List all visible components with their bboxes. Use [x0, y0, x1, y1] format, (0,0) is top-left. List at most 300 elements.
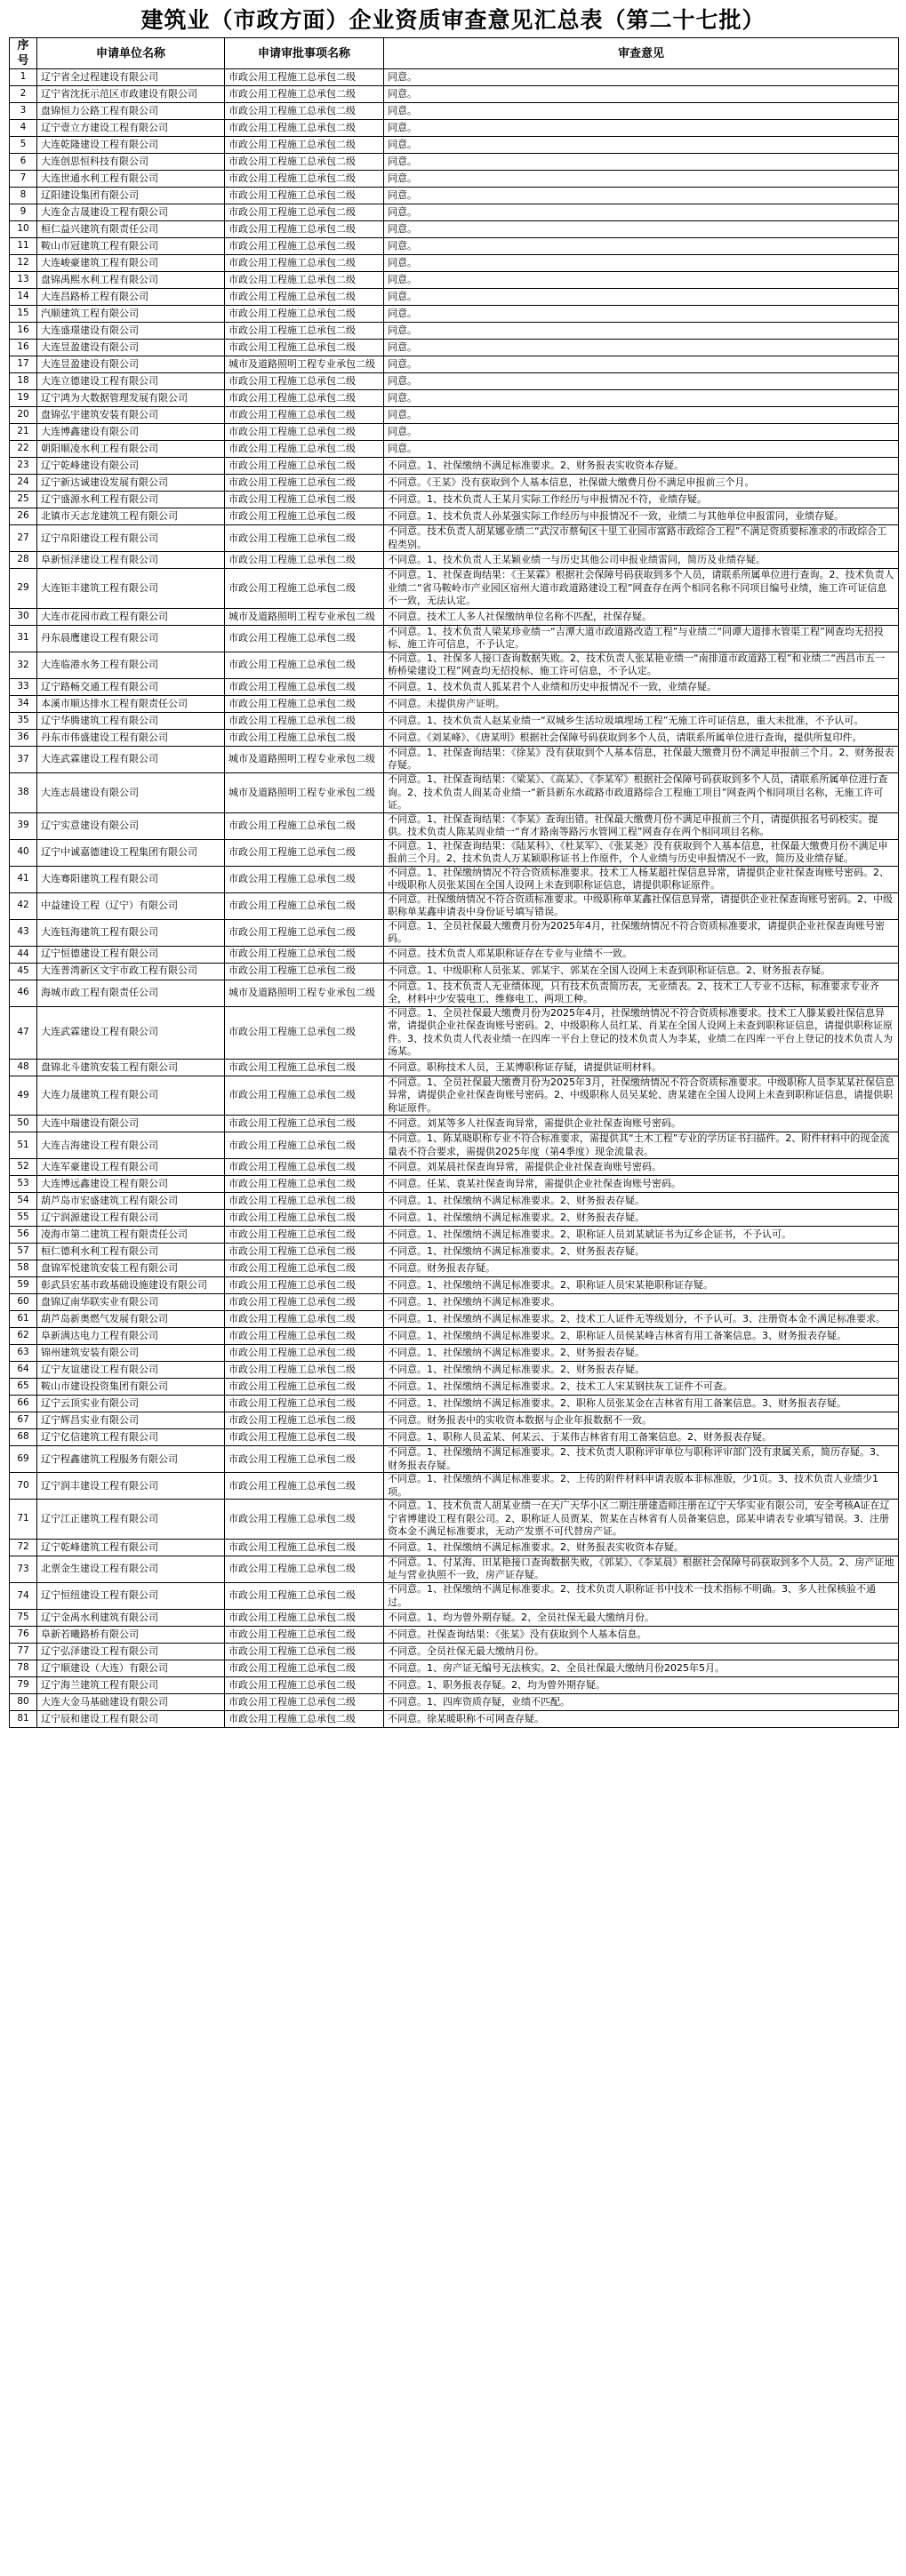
- row-company: 大连盛璟建设有限公司: [37, 323, 225, 340]
- table-row: [10, 608, 899, 625]
- row-company: 辽宁辉昌实业有限公司: [37, 1412, 225, 1429]
- row-opinion: 同意。: [384, 390, 899, 407]
- row-no: 29: [10, 569, 37, 609]
- header-item: 申请审批事项名称: [225, 38, 384, 69]
- row-company: 大连市花园市政工程有限公司: [37, 608, 225, 625]
- row-no: 34: [10, 695, 37, 712]
- row-no: 75: [10, 1610, 37, 1627]
- row-no: 22: [10, 441, 37, 458]
- row-company: 辽宁乾峰建筑工程有限公司: [37, 1539, 225, 1556]
- table-row: [10, 1556, 899, 1582]
- row-opinion: 同意。: [384, 204, 899, 221]
- row-opinion: 不同意。1、社保缴纳不满足标准要求。2、技术工人宋某钢扶灰工证件不可查。: [384, 1379, 899, 1396]
- row-item: 城市及道路照明工程专业承包二级: [225, 772, 384, 812]
- row-company: 大连创思恒科技有限公司: [37, 154, 225, 171]
- row-opinion: 同意。: [384, 323, 899, 340]
- row-company: 辽宁实意建设有限公司: [37, 812, 225, 839]
- row-item: 市政公用工程施工总承包二级: [225, 1116, 384, 1132]
- row-opinion: 不同意。职称技术人员，王某博职称证存疑，请提供证明材料。: [384, 1059, 899, 1076]
- table-row: [10, 1379, 899, 1396]
- row-item: 市政公用工程施工总承包二级: [225, 323, 384, 340]
- row-no: 40: [10, 839, 37, 866]
- row-no: 24: [10, 475, 37, 492]
- row-item: 市政公用工程施工总承包二级: [225, 1644, 384, 1660]
- row-company: 辽宁盛源水利工程有限公司: [37, 492, 225, 508]
- row-item: 市政公用工程施工总承包二级: [225, 204, 384, 221]
- row-no: 80: [10, 1694, 37, 1711]
- row-company: 大连立德建设工程有限公司: [37, 373, 225, 390]
- table-row: [10, 839, 899, 866]
- table-row: [10, 120, 899, 137]
- row-item: 市政公用工程施工总承包二级: [225, 103, 384, 120]
- row-company: 汽顺建筑工程有限公司: [37, 306, 225, 323]
- row-no: 38: [10, 772, 37, 812]
- table-row: [10, 221, 899, 238]
- row-no: 54: [10, 1193, 37, 1210]
- table-header-row: [10, 38, 899, 69]
- row-item: 市政公用工程施工总承包二级: [225, 1362, 384, 1379]
- row-opinion: 不同意。《王某》没有获取到个人基本信息，社保做大缴费月份不满足申报前三个月。: [384, 475, 899, 492]
- table-row: [10, 525, 899, 552]
- row-item: 市政公用工程施工总承包二级: [225, 475, 384, 492]
- row-opinion: 同意。: [384, 272, 899, 289]
- row-company: 大连吉海建设工程有限公司: [37, 1132, 225, 1159]
- table-row: [10, 171, 899, 188]
- row-no: 27: [10, 525, 37, 552]
- row-company: 盘锦北斗建筑安装工程有限公司: [37, 1059, 225, 1076]
- row-opinion: 同意。: [384, 373, 899, 390]
- row-opinion: 不同意。1、职务报表存疑。2、均为曾外期存疑。: [384, 1677, 899, 1694]
- row-item: 市政公用工程施工总承包二级: [225, 1227, 384, 1244]
- row-company: 辽宁云顶实业有限公司: [37, 1396, 225, 1412]
- row-opinion: 不同意。1、社保缴纳不满足标准要求。2、上传的附件材料申请表版本非标准版，少1页。3、技术负责人业绩少1项。: [384, 1473, 899, 1500]
- row-item: 市政公用工程施工总承包二级: [225, 695, 384, 712]
- row-opinion: 不同意。1、社保查询结果：《梁某》、《高某》、《李某军》根据社会保障号码获取到多个人员，请联系所属单位进行查询。2、技术负责人阎某奇业绩一“新县新东水疏路市政道路综合工程施工项目”网查两个相同项目名称，无施工许可证。: [384, 772, 899, 812]
- row-opinion: 不同意。1、社保缴纳不满足标准要求。2、财务报表实收资本存疑。: [384, 1539, 899, 1556]
- table-row: [10, 1159, 899, 1176]
- table-row: [10, 712, 899, 729]
- row-no: 32: [10, 652, 37, 678]
- row-no: 8: [10, 188, 37, 204]
- row-item: 市政公用工程施工总承包二级: [225, 1345, 384, 1362]
- row-company: 辽宁恒纽建设工程有限公司: [37, 1583, 225, 1610]
- row-opinion: 不同意。1、均为曾外期存疑。2、全员社保无最大缴纳月份。: [384, 1610, 899, 1627]
- row-no: 4: [10, 120, 37, 137]
- row-company: 葫芦岛市宏盛建筑工程有限公司: [37, 1193, 225, 1210]
- row-company: 辽宁金禹水利建筑有限公司: [37, 1610, 225, 1627]
- table-row: [10, 1362, 899, 1379]
- row-opinion: 不同意。1、社保缴纳不满足标准要求。2、职称证人员刘某斌证书为辽乡企证书，不予认可。: [384, 1227, 899, 1244]
- row-company: 盘锦恒力公路工程有限公司: [37, 103, 225, 120]
- row-item: 市政公用工程施工总承包二级: [225, 390, 384, 407]
- row-item: 市政公用工程施工总承包二级: [225, 508, 384, 525]
- row-company: 盘锦辽南华联实业有限公司: [37, 1294, 225, 1311]
- table-row: [10, 475, 899, 492]
- row-no: 31: [10, 625, 37, 652]
- row-opinion: 同意。: [384, 137, 899, 154]
- row-item: 市政公用工程施工总承包二级: [225, 552, 384, 569]
- row-company: 辽宁乾峰建设有限公司: [37, 458, 225, 475]
- table-row: [10, 103, 899, 120]
- row-item: 市政公用工程施工总承包二级: [225, 424, 384, 441]
- row-opinion: 不同意。1、社保缴纳不满足标准要求。2、职称证人员侯某峰吉林省有用工备案信息。3、财务报表存疑。: [384, 1328, 899, 1345]
- row-opinion: 不同意。1、技术负责人胡某业绩一在天广天华小区二期注册建造师注册在辽宁天华实业有限公司，安全考核A证在辽宁省博建设工程有限公司。2、职称证人员贾某、贺某在吉林省有人员备案信息，邱某申请表专业填写错误。3、注册资本金不满足标准要求，无动产发票不可代替房产证。: [384, 1500, 899, 1540]
- row-company: 阜新若曦路桥有限公司: [37, 1627, 225, 1644]
- row-opinion: 不同意。1、社保缴纳不满足标准要求。2、财务报表实收资本存疑。: [384, 458, 899, 475]
- table-row: [10, 424, 899, 441]
- table-row: [10, 1627, 899, 1644]
- row-company: 辽宁海兰建筑工程有限公司: [37, 1677, 225, 1694]
- table-row: [10, 1694, 899, 1711]
- row-no: 58: [10, 1260, 37, 1277]
- row-no: 6: [10, 154, 37, 171]
- row-company: 辽宁友谊建设工程有限公司: [37, 1362, 225, 1379]
- row-no: 65: [10, 1379, 37, 1396]
- row-opinion: 不同意。1、社保查询结果：《李某》查询出错。社保最大缴费月份不满足申报前三个月，请提供报名号码校实。提供。技术负责人陈某周业绩一“育才路南等路污水管网工程”网查存在两个相同项目名称。: [384, 812, 899, 839]
- row-company: 辽宁壹立方建设工程有限公司: [37, 120, 225, 137]
- table-row: [10, 1500, 899, 1540]
- row-company: 丹东市伟盛建设工程有限公司: [37, 729, 225, 746]
- row-no: 45: [10, 963, 37, 980]
- row-company: 大连钜丰建筑工程有限公司: [37, 569, 225, 609]
- row-opinion: 同意。: [384, 306, 899, 323]
- table-row: [10, 1311, 899, 1328]
- row-opinion: 同意。: [384, 188, 899, 204]
- table-row: [10, 255, 899, 272]
- row-company: 辽宁顺建设（大连）有限公司: [37, 1660, 225, 1677]
- row-opinion: 同意。: [384, 69, 899, 86]
- row-company: 辽宁恒德建设工程有限公司: [37, 946, 225, 963]
- row-no: 17: [10, 356, 37, 373]
- row-company: 本溪市顺达排水工程有限责任公司: [37, 695, 225, 712]
- row-company: 阜新满达电力工程有限公司: [37, 1328, 225, 1345]
- row-no: 28: [10, 552, 37, 569]
- row-opinion: 不同意。社保查询结果：《张某》没有获取到个人基本信息。: [384, 1627, 899, 1644]
- table-row: [10, 919, 899, 946]
- row-opinion: 不同意。1、技术负责人孙某强实际工作经历与申报情况不一致，业绩二与其他单位申报雷同，业绩存疑。: [384, 508, 899, 525]
- table-row: [10, 1176, 899, 1193]
- row-company: 大连昌路桥工程有限公司: [37, 289, 225, 306]
- table-row: [10, 1539, 899, 1556]
- row-opinion: 不同意。财务报表存疑。: [384, 1260, 899, 1277]
- row-item: 市政公用工程施工总承包二级: [225, 1277, 384, 1294]
- row-opinion: 不同意。1、社保缴纳不满足标准要求。2、财务报表存疑。: [384, 1345, 899, 1362]
- row-no: 16: [10, 323, 37, 340]
- table-row: [10, 1677, 899, 1694]
- row-company: 大连武霖建设工程有限公司: [37, 746, 225, 772]
- row-item: 市政公用工程施工总承包二级: [225, 407, 384, 424]
- row-no: 71: [10, 1500, 37, 1540]
- row-company: 辽宁辰和建设工程有限公司: [37, 1711, 225, 1728]
- row-opinion: 同意。: [384, 221, 899, 238]
- row-opinion: 不同意。1、社保缴纳不满足标准要求。2、财务报表存疑。: [384, 1210, 899, 1227]
- row-no: 23: [10, 458, 37, 475]
- row-item: 市政公用工程施工总承包二级: [225, 492, 384, 508]
- row-item: 市政公用工程施工总承包二级: [225, 1006, 384, 1059]
- row-opinion: 不同意。1、社保查询结果：《徐某》没有获取到个人基本信息，社保最大缴费月份不满足申报前三个月。2、财务报表存疑。: [384, 746, 899, 772]
- row-no: 37: [10, 746, 37, 772]
- row-opinion: 不同意。1、职称人员孟某、何某云、于某伟吉林省有用工备案信息。2、财务报表存疑。: [384, 1429, 899, 1446]
- row-company: 辽宁中诚嘉德建设工程集团有限公司: [37, 839, 225, 866]
- row-company: 大连世通水利工程有限公司: [37, 171, 225, 188]
- row-opinion: 不同意。1、全员社保最大缴费月份为2025年3月，社保缴纳情况不符合资质标准要求。中级职称人员李某某社保信息异常，请提供企业社保查询账号密码。2、中级职称人员吴某轮、唐某建在全国人设网上未查到职称证信息，请提供职称证原件。: [384, 1076, 899, 1116]
- row-no: 10: [10, 221, 37, 238]
- row-item: 市政公用工程施工总承包二级: [225, 171, 384, 188]
- review-table: [9, 37, 899, 1728]
- row-no: 33: [10, 678, 37, 695]
- row-item: 市政公用工程施工总承包二级: [225, 1446, 384, 1473]
- row-company: 大连昱盈建设有限公司: [37, 340, 225, 356]
- row-no: 47: [10, 1006, 37, 1059]
- row-no: 12: [10, 255, 37, 272]
- table-row: [10, 1210, 899, 1227]
- row-item: 市政公用工程施工总承包二级: [225, 1583, 384, 1610]
- row-item: 城市及道路照明工程专业承包二级: [225, 356, 384, 373]
- row-company: 辽宁程鑫建筑工程服务有限公司: [37, 1446, 225, 1473]
- row-opinion: 不同意。1、技术负责人梁某珍业绩一“吉潭大道市政道路改造工程”与业绩二“同谭大道排水管渠工程”网查均无招投标、施工许可信息，不予认定。: [384, 625, 899, 652]
- row-no: 67: [10, 1412, 37, 1429]
- table-row: [10, 1132, 899, 1159]
- row-opinion: 同意。: [384, 424, 899, 441]
- row-opinion: 不同意。1、社保缴纳不满足标准要求。2、技术负责人职称评审单位与职称评审部门没有隶属关系，简历存疑。3、财务报表存疑。: [384, 1446, 899, 1473]
- row-item: 市政公用工程施工总承包二级: [225, 652, 384, 678]
- row-company: 锦州建筑安装有限公司: [37, 1345, 225, 1362]
- table-row: [10, 812, 899, 839]
- row-no: 48: [10, 1059, 37, 1076]
- row-no: 1: [10, 69, 37, 86]
- table-row: [10, 1473, 899, 1500]
- row-opinion: 同意。: [384, 238, 899, 255]
- row-opinion: 不同意。1、社保查询结果：《王某霖》根据社会保障号码获取到多个人员，请联系所属单位进行查询。2、技术负责人业绩二“省马鞍岭市产业园区宿州大道市政道路建设工程”网查存在两个相同名称不同项目编号业绩，施工许可证信息不一致，无法认定。: [384, 569, 899, 609]
- row-no: 77: [10, 1644, 37, 1660]
- row-item: 市政公用工程施工总承包二级: [225, 1412, 384, 1429]
- row-item: 市政公用工程施工总承包二级: [225, 1059, 384, 1076]
- row-item: 城市及道路照明工程专业承包二级: [225, 608, 384, 625]
- row-company: 朝阳顺凌水利工程有限公司: [37, 441, 225, 458]
- row-item: 市政公用工程施工总承包二级: [225, 458, 384, 475]
- row-opinion: 不同意。1、社保缴纳不满足标准要求。2、职称人员张某金在吉林省有用工备案信息。3、财务报表存疑。: [384, 1396, 899, 1412]
- table-row: [10, 69, 899, 86]
- row-company: 辽宁新达诚建设发展有限公司: [37, 475, 225, 492]
- table-row: [10, 323, 899, 340]
- row-item: 市政公用工程施工总承包二级: [225, 1311, 384, 1328]
- row-no: 76: [10, 1627, 37, 1644]
- row-opinion: 同意。: [384, 340, 899, 356]
- table-row: [10, 492, 899, 508]
- table-row: [10, 407, 899, 424]
- row-company: 大连钰海建筑工程有限公司: [37, 919, 225, 946]
- row-no: 72: [10, 1539, 37, 1556]
- row-no: 59: [10, 1277, 37, 1294]
- table-row: [10, 441, 899, 458]
- row-item: 市政公用工程施工总承包二级: [225, 1677, 384, 1694]
- header-opinion: 审查意见: [384, 38, 899, 69]
- row-no: 43: [10, 919, 37, 946]
- table-row: [10, 204, 899, 221]
- table-row: [10, 508, 899, 525]
- row-opinion: 不同意。1、技术负责人王某月实际工作经历与申报情况不符，业绩存疑。: [384, 492, 899, 508]
- row-no: 70: [10, 1473, 37, 1500]
- table-row: [10, 1711, 899, 1728]
- row-company: 桓仁德利水利工程有限公司: [37, 1244, 225, 1260]
- row-item: 市政公用工程施工总承包二级: [225, 946, 384, 963]
- row-item: 市政公用工程施工总承包二级: [225, 255, 384, 272]
- table-row: [10, 892, 899, 919]
- row-item: 市政公用工程施工总承包二级: [225, 1694, 384, 1711]
- row-opinion: 同意。: [384, 407, 899, 424]
- row-company: 辽宁亿信建筑工程有限公司: [37, 1429, 225, 1446]
- row-company: 大连昱盈建设有限公司: [37, 356, 225, 373]
- row-item: 市政公用工程施工总承包二级: [225, 154, 384, 171]
- row-opinion: 不同意。未提供房产证明。: [384, 695, 899, 712]
- row-no: 14: [10, 289, 37, 306]
- row-item: 市政公用工程施工总承包二级: [225, 1556, 384, 1582]
- row-opinion: 不同意。《刘某峰》、《唐某明》根据社会保障号码获取到多个人员，请联系所属单位进行查询，提供所复印件。: [384, 729, 899, 746]
- table-body: [10, 69, 899, 1728]
- table-row: [10, 238, 899, 255]
- row-company: 大连军豪建设工程有限公司: [37, 1159, 225, 1176]
- row-item: 市政公用工程施工总承包二级: [225, 1176, 384, 1193]
- row-item: 城市及道路照明工程专业承包二级: [225, 746, 384, 772]
- row-company: 辽宁省沈抚示范区市政建设有限公司: [37, 86, 225, 103]
- row-no: 25: [10, 492, 37, 508]
- row-company: 鞍山市冠建筑工程有限公司: [37, 238, 225, 255]
- row-item: 市政公用工程施工总承包二级: [225, 625, 384, 652]
- row-no: 7: [10, 171, 37, 188]
- row-item: 市政公用工程施工总承包二级: [225, 1539, 384, 1556]
- row-company: 辽宁润丰建设工程有限公司: [37, 1473, 225, 1500]
- row-company: 大连博远鑫建设工程有限公司: [37, 1176, 225, 1193]
- table-row: [10, 569, 899, 609]
- row-no: 42: [10, 892, 37, 919]
- row-item: 市政公用工程施工总承包二级: [225, 1660, 384, 1677]
- row-no: 57: [10, 1244, 37, 1260]
- row-item: 市政公用工程施工总承包二级: [225, 289, 384, 306]
- row-item: 市政公用工程施工总承包二级: [225, 1132, 384, 1159]
- row-opinion: 不同意。社保缴纳情况不符合资质标准要求。中级职称单某鑫社保信息异常，请提供企业社保查询账号密码。2、中级职称单某鑫申请表中身份证号填写错误。: [384, 892, 899, 919]
- row-no: 53: [10, 1176, 37, 1193]
- row-item: 市政公用工程施工总承包二级: [225, 729, 384, 746]
- row-no: 60: [10, 1294, 37, 1311]
- row-opinion: 同意。: [384, 255, 899, 272]
- row-item: 市政公用工程施工总承包二级: [225, 272, 384, 289]
- row-no: 50: [10, 1116, 37, 1132]
- table-row: [10, 678, 899, 695]
- row-item: 市政公用工程施工总承包二级: [225, 1379, 384, 1396]
- table-row: [10, 1260, 899, 1277]
- row-opinion: 不同意。1、社保缴纳不满足标准要求。2、职称证人员宋某艳职称证存疑。: [384, 1277, 899, 1294]
- row-company: 辽宁江正建筑工程有限公司: [37, 1500, 225, 1540]
- row-company: 大连乾隆建设工程有限公司: [37, 137, 225, 154]
- table-row: [10, 963, 899, 980]
- row-company: 辽宁华腾建筑工程有限公司: [37, 712, 225, 729]
- row-opinion: 不同意。徐某暖职称不可网查存疑。: [384, 1711, 899, 1728]
- row-no: 73: [10, 1556, 37, 1582]
- row-company: 辽宁路畅交通工程有限公司: [37, 678, 225, 695]
- row-opinion: 不同意。1、全员社保最大缴费月份为2025年4月，社保缴纳情况不符合资质标准要求。技术工人滕某毅社保信息异常，请提供企业社保查询账号密码。2、中级职称人员红某、肖某在全国人设网上未查到职称证信息，请提供职称证原件。3、技术负责人代表业绩一在四库一平台上登记的技术负责人为李某，业绩二在四库一平台上登记的技术负责人为汤某。: [384, 1006, 899, 1059]
- row-item: 市政公用工程施工总承包二级: [225, 188, 384, 204]
- row-item: 市政公用工程施工总承包二级: [225, 1396, 384, 1412]
- row-company: 彰武县宏基市政基础设施建设有限公司: [37, 1277, 225, 1294]
- row-item: 市政公用工程施工总承包二级: [225, 812, 384, 839]
- row-no: 46: [10, 980, 37, 1006]
- row-company: 大连大金马基础建设有限公司: [37, 1694, 225, 1711]
- row-opinion: 不同意。1、技术负责人王某颖业绩一与历史其他公司申报业绩雷同，简历及业绩存疑。: [384, 552, 899, 569]
- row-opinion: 不同意。1、陈某晓职称专业不符合标准要求，需提供其“土木工程”专业的学历证书扫描件。2、附件材料中的现金流量表不符合要求，需提供2025年度（第4季度）现金流量表。: [384, 1132, 899, 1159]
- table-row: [10, 188, 899, 204]
- row-opinion: 不同意。1、房产证无编号无法核实。2、全员社保最大缴纳月份2025年5月。: [384, 1660, 899, 1677]
- row-opinion: 不同意。1、社保缴纳不满足标准要求。2、财务报表存疑。: [384, 1244, 899, 1260]
- row-no: 21: [10, 424, 37, 441]
- table-row: [10, 1583, 899, 1610]
- row-no: 15: [10, 306, 37, 323]
- row-item: 市政公用工程施工总承包二级: [225, 525, 384, 552]
- row-opinion: 不同意。1、社保缴纳情况不符合资质标准要求。技术工人杨某超社保信息异常，请提供企业社保查询账号密码。2、中级职称人员张某国在全国人设网上未查到职称证信息，请提供职称证原件。: [384, 866, 899, 892]
- row-item: 市政公用工程施工总承包二级: [225, 919, 384, 946]
- row-company: 大连博鑫建设有限公司: [37, 424, 225, 441]
- row-company: 阜新恒泽建设工程有限公司: [37, 552, 225, 569]
- row-item: 市政公用工程施工总承包二级: [225, 1260, 384, 1277]
- row-item: 城市及道路照明工程专业承包二级: [225, 980, 384, 1006]
- row-company: 辽宁润源建设工程有限公司: [37, 1210, 225, 1227]
- row-company: 大连普湾新区文宇市政工程有限公司: [37, 963, 225, 980]
- row-opinion: 不同意。刘某等多人社保查询异常，需提供企业社保查询账号密码。: [384, 1116, 899, 1132]
- table-row: [10, 1244, 899, 1260]
- row-opinion: 不同意。1、技术负责人狐某君个人业绩和历史申报情况不一致，业绩存疑。: [384, 678, 899, 695]
- row-opinion: 不同意。1、社保缴纳不满足标准要求。2、技术负责人职称证书中技术一技术指标不明确。3、多人社保核验不通过。: [384, 1583, 899, 1610]
- row-no: 13: [10, 272, 37, 289]
- row-no: 74: [10, 1583, 37, 1610]
- row-opinion: 不同意。1、中级职称人员张某、郭某宇、郭某在全国人设网上未查到职称证信息。2、财务报表存疑。: [384, 963, 899, 980]
- table-row: [10, 625, 899, 652]
- row-company: 鞍山市建设投资集团有限公司: [37, 1379, 225, 1396]
- row-item: 市政公用工程施工总承包二级: [225, 1429, 384, 1446]
- header-company: 申请单位名称: [37, 38, 225, 69]
- table-row: [10, 306, 899, 323]
- row-company: 大连临港水务工程有限公司: [37, 652, 225, 678]
- table-row: [10, 552, 899, 569]
- row-no: 16: [10, 340, 37, 356]
- row-no: 20: [10, 407, 37, 424]
- row-company: 大连力晟建筑工程有限公司: [37, 1076, 225, 1116]
- row-no: 36: [10, 729, 37, 746]
- row-opinion: 不同意。1、付某海、田某艳接口查询数据失败，《郭某》、《李某晨》根据社会保障号码获取到多个人员。2、房产证地址与营业执照不一致，房产证存疑。: [384, 1556, 899, 1582]
- row-opinion: 不同意。1、社保多人接口查询数据失败。2、技术负责人张某艳业绩一“南排道市政道路工程”和业绩二“西昌市五一桥桥梁建设工程”网查均无招投标、施工许可信息，不予认定。: [384, 652, 899, 678]
- table-row: [10, 746, 899, 772]
- row-no: 3: [10, 103, 37, 120]
- row-opinion: 不同意。1、社保缴纳不满足标准要求。2、财务报表存疑。: [384, 1193, 899, 1210]
- row-opinion: 不同意。全员社保无最大缴纳月份。: [384, 1644, 899, 1660]
- row-opinion: 同意。: [384, 154, 899, 171]
- table-row: [10, 289, 899, 306]
- row-no: 26: [10, 508, 37, 525]
- row-company: 盘锦军悦建筑安装工程有限公司: [37, 1260, 225, 1277]
- row-no: 44: [10, 946, 37, 963]
- row-company: 北票金生建设工程有限公司: [37, 1556, 225, 1582]
- table-row: [10, 340, 899, 356]
- row-item: 市政公用工程施工总承包二级: [225, 569, 384, 609]
- table-row: [10, 1193, 899, 1210]
- row-item: 市政公用工程施工总承包二级: [225, 678, 384, 695]
- row-company: 桓仁益兴建筑有限责任公司: [37, 221, 225, 238]
- row-no: 56: [10, 1227, 37, 1244]
- table-row: [10, 390, 899, 407]
- row-opinion: 同意。: [384, 86, 899, 103]
- row-item: 市政公用工程施工总承包二级: [225, 340, 384, 356]
- row-opinion: 同意。: [384, 441, 899, 458]
- row-company: 辽宁省全过程建设有限公司: [37, 69, 225, 86]
- table-row: [10, 373, 899, 390]
